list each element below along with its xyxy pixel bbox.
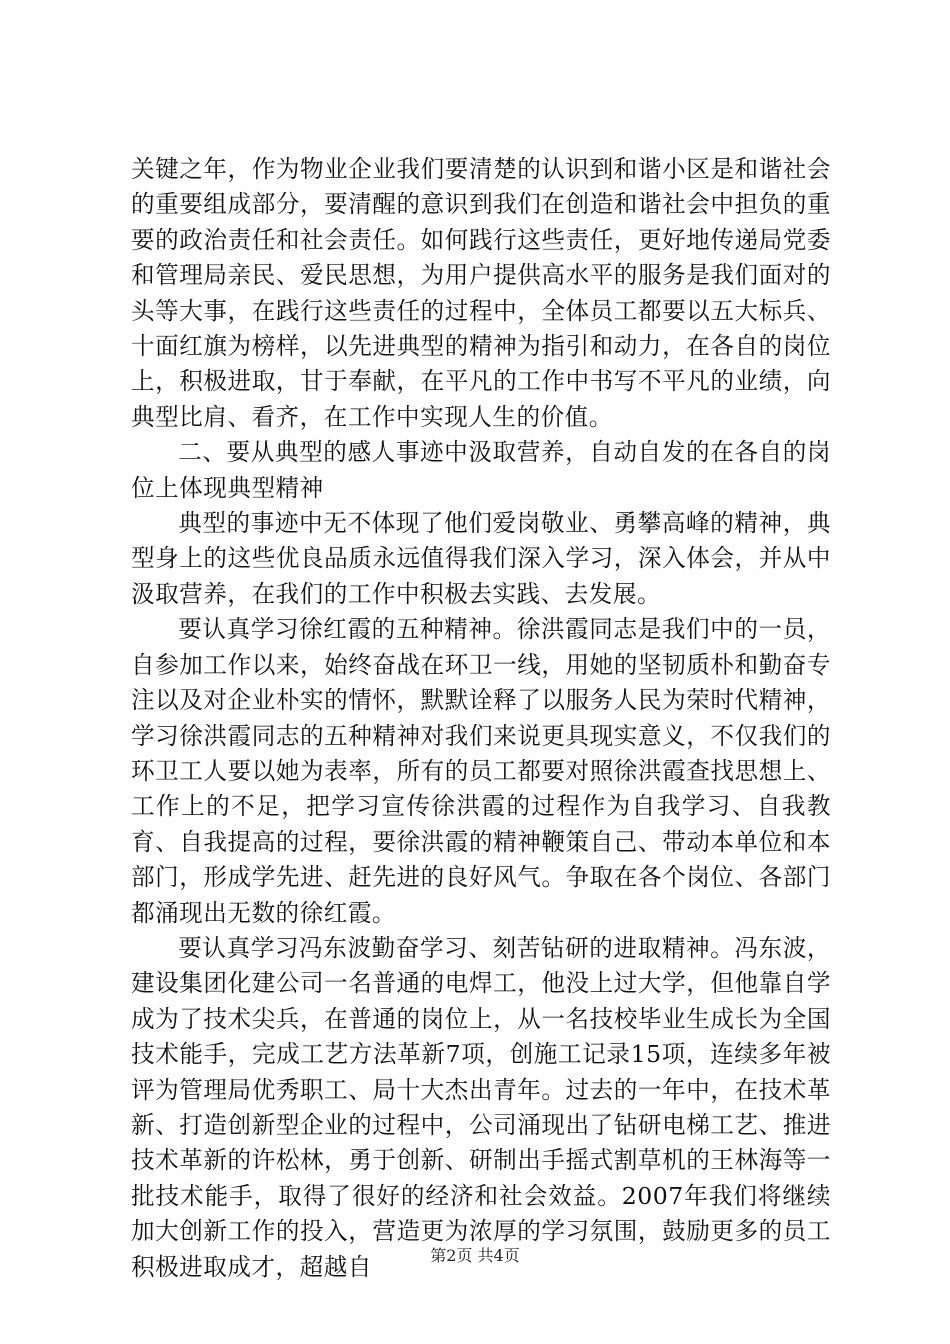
paragraph-1: 关键之年，作为物业企业我们要清楚的认识到和谐小区是和谐社会的重要组成部分，要清醒的意识到我们在创造和谐社会中担负的重要的政治责任和社会责任。如何践行这些责任，更好地传递局党委和管理局亲民、爱民思想，为用户提供高水平的服务是我们面对的头等大事，在践行这些责任的过程中，全体员工都要以五大标兵、十面红旗为榜样，以先进典型的精神为指引和动力，在各自的岗位上，积极进取，甘于奉献，在平凡的工作中书写不平凡的业绩，向典型比肩、看齐，在工作中实现人生的价值。 [131, 155, 831, 431]
paragraph-3: 典型的事迹中无不体现了他们爱岗敬业、勇攀高峰的精神，典型身上的这些优良品质永远值得我们深入学习，深入体会，并从中汲取营养，在我们的工作中积极去实践、去发展。 [131, 509, 831, 608]
document-body [131, 152, 831, 1285]
page-number-footer: 第2页 共4页 [430, 1246, 520, 1265]
paragraph-4: 要认真学习徐红霞的五种精神。徐洪霞同志是我们中的一员，自参加工作以来，始终奋战在环卫一线，用她的坚韧质朴和勤奋专注以及对企业朴实的情怀，默默诠释了以服务人民为荣时代精神，学习徐洪霞同志的五种精神对我们来说更具现实意义，不仅我们的环卫工人要以她为表率，所有的员工都要对照徐洪霞查找思想上、工作上的不足，把学习宣传徐洪霞的过程作为自我学习、自我教育、自我提高的过程，要徐洪霞的精神鞭策自己、带动本单位和本部门，形成学先进、赶先进的良好风气。争取在各个岗位、各部门都涌现出无数的徐红霞。 [131, 615, 831, 927]
paragraph-5: 要认真学习冯东波勤奋学习、刻苦钻研的进取精神。冯东波，建设集团化建公司一名普通的电焊工，他没上过大学，但他靠自学成为了技术尖兵，在普通的岗位上，从一名技校毕业生成长为全国技术能手，完成工艺方法革新7项，创施工记录15项，连续多年被评为管理局优秀职工、局十大杰出青年。过去的一年中，在技术革新、打造创新型企业的过程中，公司涌现出了钻研电梯工艺、推进技术革新的许松林，勇于创新、研制出手摇式割草机的王林海等一批技术能手，取得了很好的经济和社会效益。2007年我们将继续加大创新工作的投入，营造更为浓厚的学习氛围，鼓励更多的员工积极进取成才，超越自 [131, 933, 831, 1281]
section-heading: 二、要从典型的感人事迹中汲取营养，自动自发的在各自的岗位上体现典型精神 [131, 438, 831, 502]
